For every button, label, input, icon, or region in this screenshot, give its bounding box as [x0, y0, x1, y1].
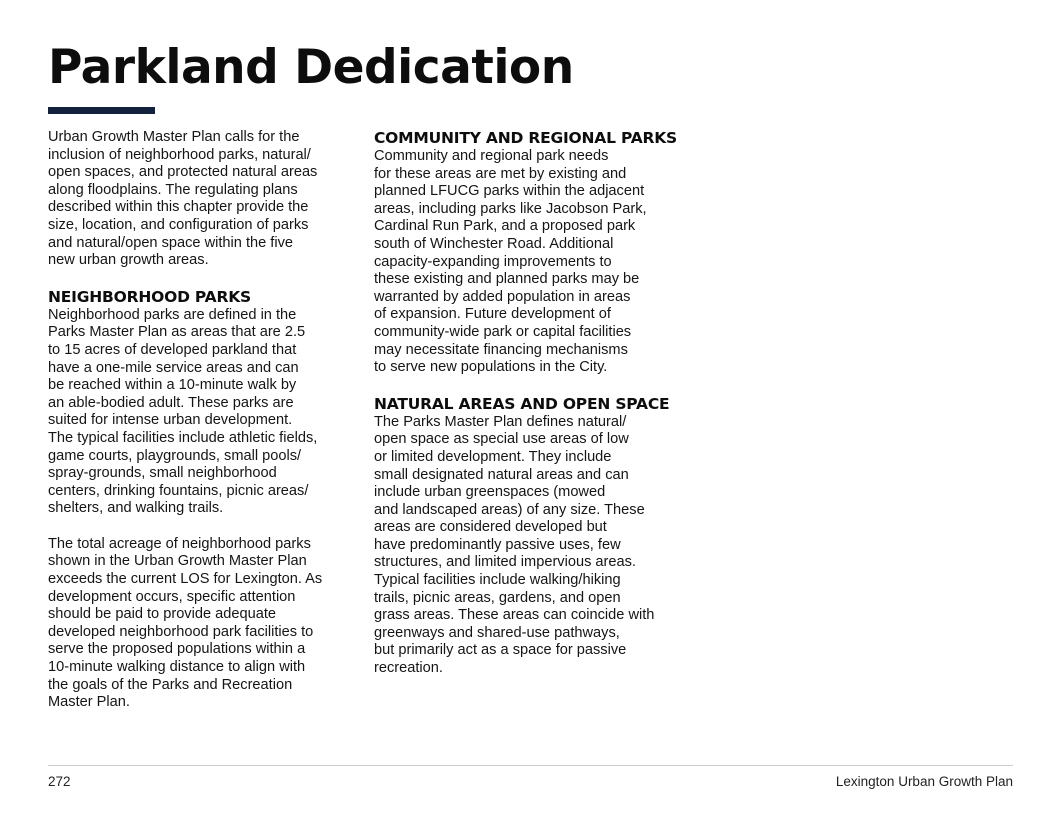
neighborhood-parks-heading: NEIGHBORHOOD PARKS: [48, 287, 251, 306]
intro-paragraph: Urban Growth Master Plan calls for the inclusion of neighborhood parks, natural/ open spaces, and protected natural areas along floodplains. The regulating plans described within this chapter provide the size, location, and configuration of parks and natural/open space within the five new urban growth areas.: [48, 129, 318, 269]
page-title: Parkland Dedication: [48, 40, 574, 95]
community-parks-heading: COMMUNITY AND REGIONAL PARKS: [374, 129, 678, 147]
title-underline: [48, 107, 155, 114]
footer-divider: [48, 765, 1013, 766]
natural-areas-paragraph: The Parks Master Plan defines natural/ open space as special use areas of low or limited development. They include small designated natural areas and can include urban greenspaces (mowed and landscaped areas) of any size. These areas are considered developed but have predominantly passive uses, few structures, and limited impervious areas. Typical facilities include walking/hiking trails, picnic areas, gardens, and open grass areas. These areas can coincide with greenways and shared-use pathways, but primarily act as a space for passive recreation.: [374, 413, 655, 677]
page-number: 272: [48, 774, 71, 789]
left-column: [48, 129, 360, 712]
natural-areas-heading: NATURAL AREAS AND OPEN SPACE: [374, 394, 670, 413]
neighborhood-parks-paragraph-1: Neighborhood parks are defined in the Parks Master Plan as areas that are 2.5 to 15 acres of developed parkland that have a one-mile service areas and can be reached within a 10-minute walk by an able-bodied adult. These parks are suited for intense urban development. The typical facilities include athletic fields, game courts, playgrounds, small pools/ spray-grounds, small neighborhood centers, drinking fountains, picnic areas/ shelters, and walking trails.: [48, 306, 318, 517]
community-parks-paragraph: Community and regional park needs for these areas are met by existing and planned LFUCG parks within the adjacent areas, including parks like Jacobson Park, Cardinal Run Park, and a proposed park south of Winchester Road. Additional capacity-expanding improvements to these existing and planned parks may be warranted by added population in areas of expansion. Future development of community-wide park or capital facilities may necessitate financing mechanisms to serve new populations in the City.: [374, 148, 647, 376]
document-name: Lexington Urban Growth Plan: [835, 774, 1013, 789]
neighborhood-parks-paragraph-2: The total acreage of neighborhood parks shown in the Urban Growth Master Plan exceeds the current LOS for Lexington. As development occurs, specific attention should be paid to provide adequate developed neighborhood park facilities to serve the proposed populations within a 10-minute walking distance to align with the goals of the Parks and Recreation Master Plan.: [48, 535, 323, 711]
right-column: [374, 129, 686, 678]
